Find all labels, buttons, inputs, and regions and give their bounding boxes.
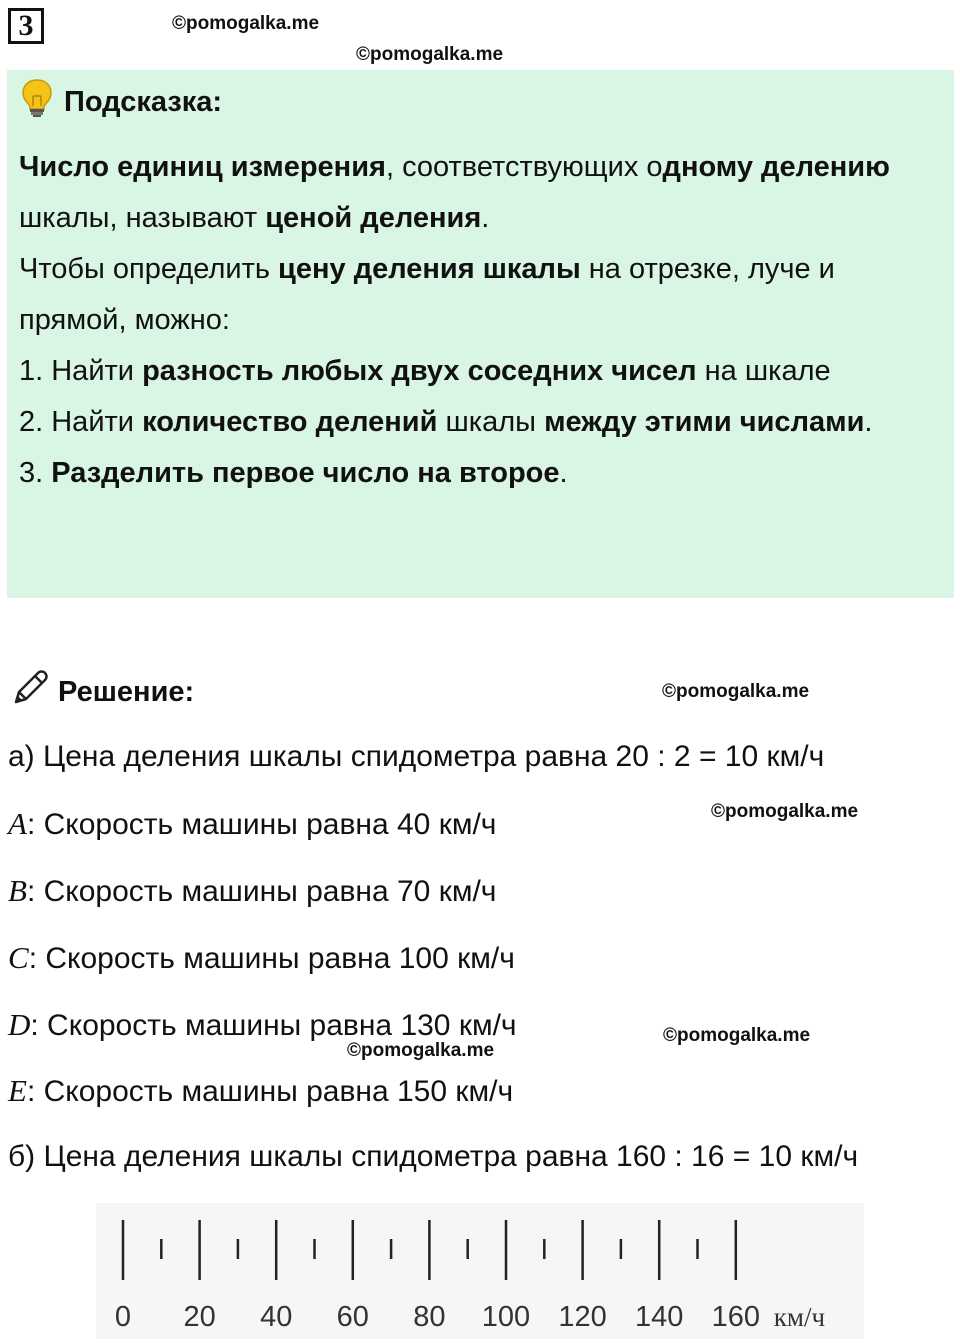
lightbulb-icon — [20, 78, 54, 126]
watermark: ©pomogalka.me — [347, 1040, 495, 1061]
task-number: 3 — [8, 8, 44, 44]
scale-label: 140 — [635, 1301, 684, 1333]
point-line-e: E: Скорость машины равна 150 км/ч — [8, 1073, 514, 1108]
pencil-icon — [10, 668, 50, 716]
hint-step-3: 3. Разделить первое число на второе. — [19, 457, 568, 489]
scale-label: 120 — [558, 1301, 607, 1333]
scale-label: 80 — [413, 1301, 446, 1333]
scale-label: 60 — [336, 1301, 369, 1333]
point-line-b: B: Скорость машины равна 70 км/ч — [8, 873, 497, 908]
watermark: ©pomogalka.me — [662, 681, 810, 702]
hint-heading — [20, 78, 222, 126]
hint-intro: Чтобы определить цену деления шкалы на отрезке, луче и прямой, можно: — [19, 253, 835, 336]
scale-drawing — [96, 1203, 864, 1339]
speed-scale — [96, 1203, 864, 1339]
hint-step-1: 1. Найти разность любых двух соседних чисел на шкале — [19, 355, 831, 387]
scale-label: 0 — [114, 1301, 132, 1333]
watermark: ©pomogalka.me — [356, 44, 504, 65]
watermark: ©pomogalka.me — [711, 801, 859, 822]
point-line-a: A: Скорость машины равна 40 км/ч — [8, 806, 497, 841]
watermark: ©pomogalka.me — [172, 13, 320, 34]
solution-title: Решение: — [58, 675, 195, 708]
scale-label: 100 — [481, 1301, 531, 1333]
scale-label: 20 — [183, 1301, 216, 1333]
watermark: ©pomogalka.me — [663, 1025, 811, 1046]
point-line-d: D: Скорость машины равна 130 км/ч — [8, 1007, 517, 1042]
hint-step-2: 2. Найти количество делений шкалы между этими числами. — [19, 406, 873, 438]
hint-text — [19, 142, 949, 499]
scale-unit: км/ч — [773, 1302, 826, 1332]
point-line-c: C: Скорость машины равна 100 км/ч — [8, 940, 515, 975]
solution-heading — [10, 668, 194, 716]
hint-definition: Число единиц измерения, соответствующих одному делению шкалы, называют ценой деления. — [19, 151, 890, 234]
solution-line-b: б) Цена деления шкалы спидометра равна 160 : 16 = 10 км/ч — [8, 1140, 859, 1173]
solution-line-a: а) Цена деления шкалы спидометра равна 20 : 2 = 10 км/ч — [8, 740, 825, 773]
scale-label: 40 — [260, 1301, 293, 1333]
hint-title: Подсказка: — [64, 85, 223, 118]
scale-label: 160 — [711, 1301, 760, 1333]
